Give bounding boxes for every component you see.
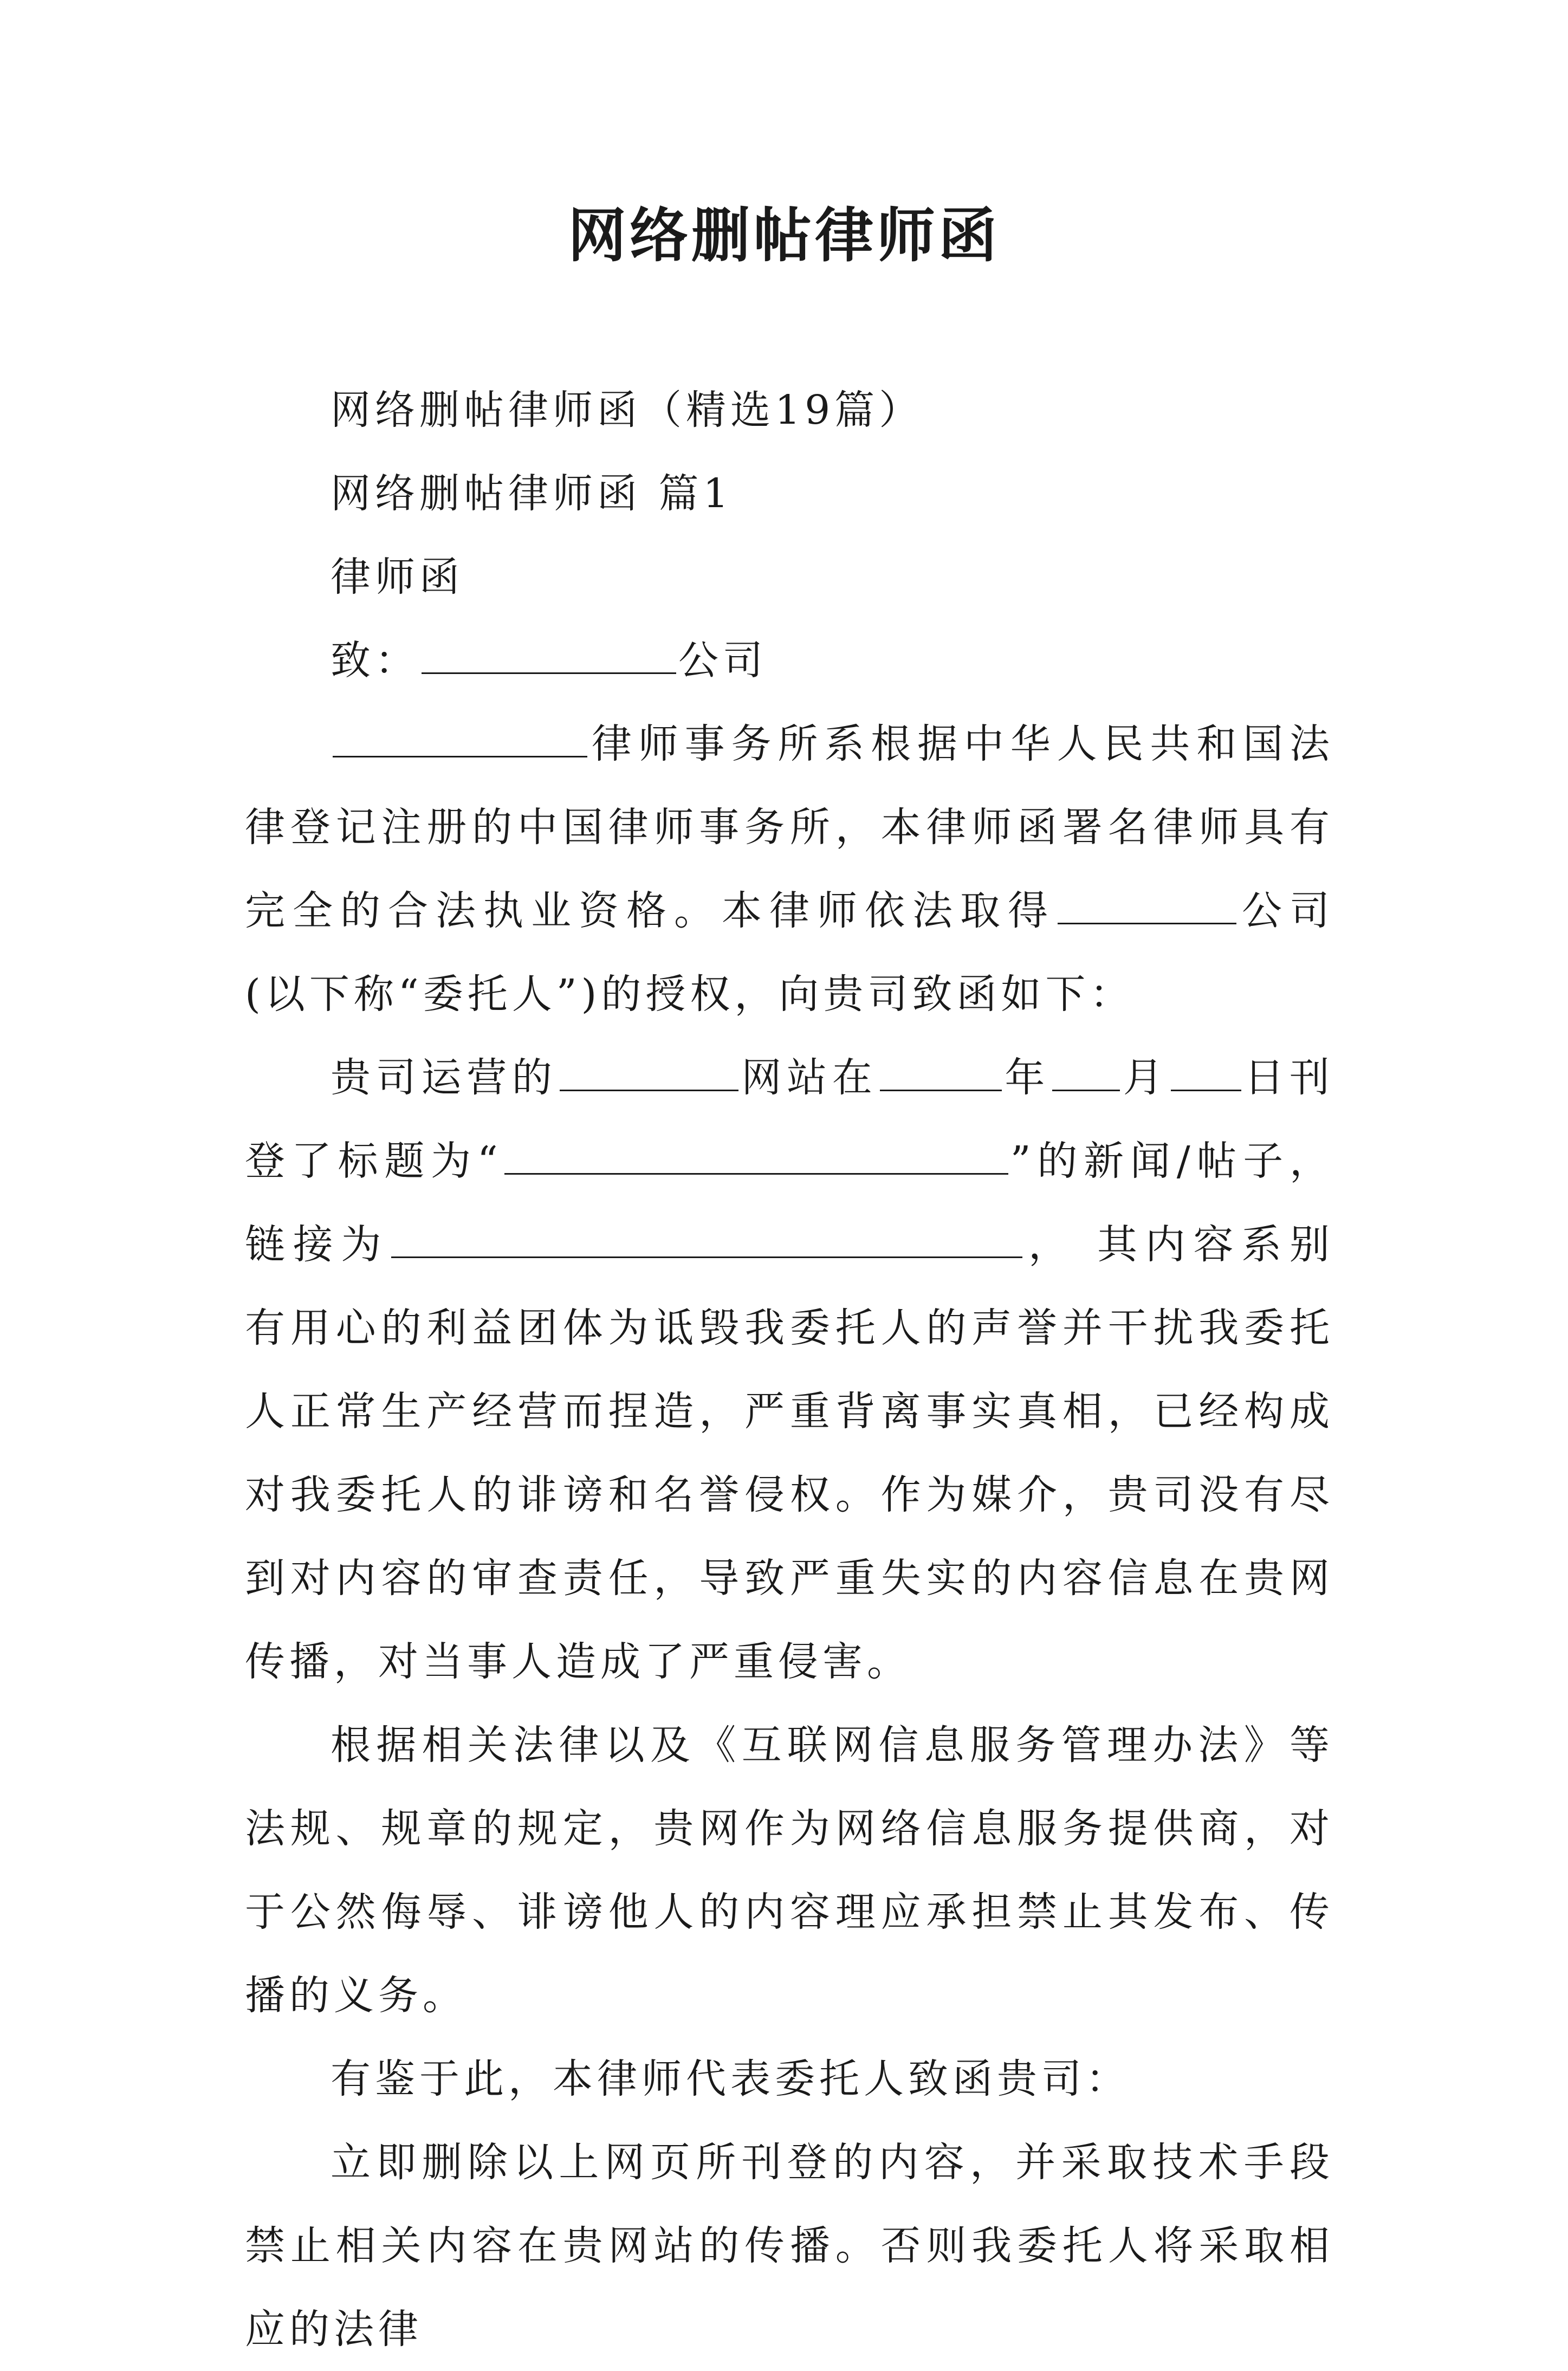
paragraph-2 — [245, 1036, 1334, 1703]
document-title: 网络删帖律师函 — [567, 202, 1000, 270]
law-firm-blank — [333, 718, 587, 757]
section-heading: 网络删帖律师函 篇1 — [331, 470, 733, 517]
letter-heading: 律师函 — [331, 554, 464, 600]
recipient-company-blank — [422, 634, 676, 674]
paragraph-4: 有鉴于此，本律师代表委托人致函贵司： — [331, 2056, 1130, 2102]
paragraph-2-text-f: ”的新闻/帖子，链接为 — [245, 1138, 1334, 1268]
year-blank — [880, 1052, 1002, 1091]
paragraph-1-text-a: 律师事务所系根据中华人民共和国法律登记注册的中国律师事务所，本律师函署名律师具有完全的合法执业资格。本律师依法取得 — [245, 721, 1334, 934]
recipient-line — [245, 619, 1334, 702]
paragraph-2-text-e: 日刊登了标题为“ — [245, 1054, 1334, 1184]
paragraph-5: 立即删除以上网页所刊登的内容，并采取技术手段禁止相关内容在贵网站的传播。否则我委托人将采取相应的法律 — [245, 2139, 1334, 2353]
article-title-blank — [504, 1135, 1008, 1175]
subtitle-line: 网络删帖律师函（精选19篇） — [331, 387, 924, 433]
link-blank — [391, 1219, 1022, 1258]
paragraph-2-text-c: 年 — [1003, 1054, 1051, 1101]
paragraph-1 — [245, 702, 1334, 1036]
paragraph-2-text-g: ， 其内容系别有用心的利益团体为诋毁我委托人的声誉并干扰我委托人正常生产经营而捏造，严重背离事实真相，已经构成对我委托人的诽谤和名誉侵权。作为媒介，贵司没有尽到对内容的审查责任，导致严重失实的内容信息在贵网传播，对当事人造成了严重侵害。 — [245, 1221, 1334, 1685]
paragraph-3: 根据相关法律以及《互联网信息服务管理办法》等法规、规章的规定，贵网作为网络信息服务提供商，对于公然侮辱、诽谤他人的内容理应承担禁止其发布、传播的义务。 — [245, 1722, 1334, 2019]
paragraph-1-text-b: 公司(以下称“委托人”)的授权，向贵司致函如下： — [245, 887, 1334, 1018]
paragraph-2-text-b: 网站在 — [740, 1054, 878, 1101]
month-blank — [1052, 1052, 1120, 1091]
recipient-suffix: 公司 — [678, 637, 767, 684]
day-blank — [1171, 1052, 1241, 1091]
document-body — [245, 368, 1334, 2371]
recipient-prefix: 致： — [331, 637, 419, 684]
paragraph-2-text-d: 月 — [1122, 1054, 1169, 1101]
paragraph-2-text-a: 贵司运营的 — [331, 1054, 558, 1101]
client-company-blank — [1058, 885, 1236, 924]
website-blank — [560, 1052, 738, 1091]
